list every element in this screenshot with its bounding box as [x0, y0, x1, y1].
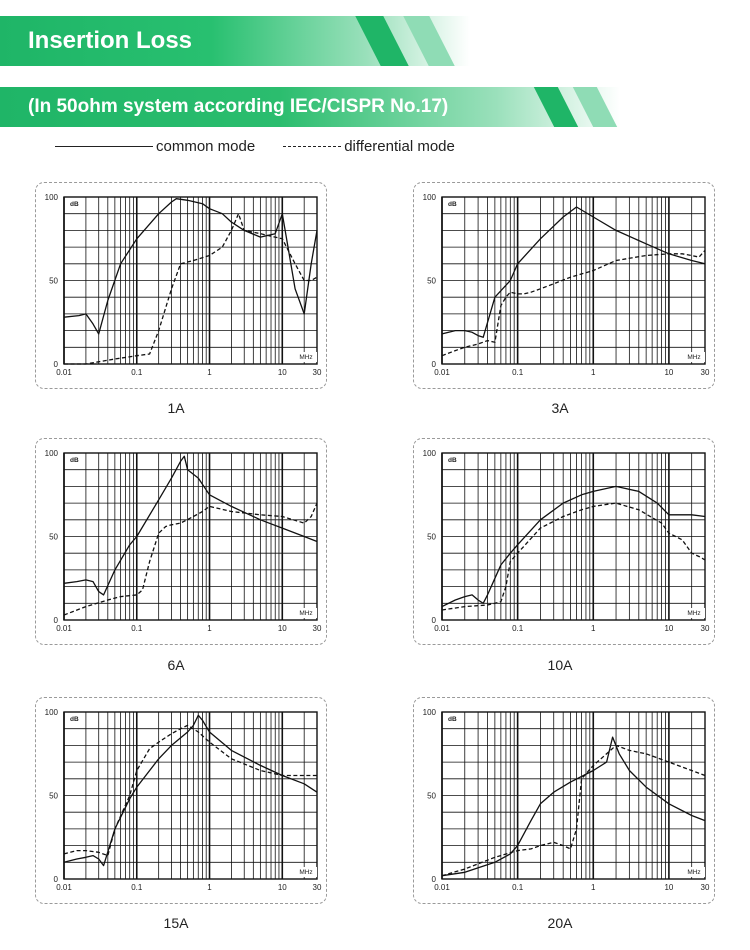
- chart-panel-15a: [35, 697, 327, 904]
- x-tick-label: 0.01: [56, 624, 72, 633]
- x-tick-label: 0.1: [131, 368, 143, 377]
- chart-panel-6a: [35, 438, 327, 645]
- x-tick-label: 1: [207, 883, 212, 892]
- y-tick-label: 50: [49, 532, 58, 542]
- chart-10a: [414, 439, 714, 644]
- chart-3a: [414, 183, 714, 388]
- chart-caption-20a: 20A: [547, 915, 573, 931]
- grid: [442, 453, 705, 620]
- page-subtitle: (In 50ohm system according IEC/CISPR No.17): [28, 96, 449, 117]
- x-tick-label: 0.01: [56, 883, 72, 892]
- y-tick-label: 50: [49, 791, 58, 801]
- y-tick-label: 100: [44, 193, 58, 202]
- y-tick-label: 50: [427, 532, 436, 542]
- x-tick-label: 0.1: [131, 624, 143, 633]
- y-tick-label: 50: [427, 791, 436, 801]
- chart-caption-15a: 15A: [163, 915, 189, 931]
- chart-15a: [36, 698, 326, 903]
- x-tick-label: 10: [664, 883, 674, 892]
- y-axis-unit-label: dB: [70, 201, 79, 208]
- chart-20a: [414, 698, 714, 903]
- chart-caption-10a: 10A: [547, 657, 573, 673]
- chart-caption-6a: 6A: [167, 657, 185, 673]
- chart-panel-10a: [413, 438, 715, 645]
- x-tick-label: 1: [591, 883, 596, 892]
- x-tick-label: 10: [664, 368, 674, 377]
- y-tick-label: 50: [49, 276, 58, 286]
- x-tick-label: 0.01: [434, 624, 450, 633]
- y-axis-unit-label: dB: [448, 201, 457, 208]
- x-tick-label: 30: [312, 624, 322, 633]
- y-tick-label: 100: [422, 193, 436, 202]
- x-tick-label: 0.1: [512, 883, 524, 892]
- x-tick-label: 10: [277, 368, 287, 377]
- legend-dashed-line-swatch: [283, 146, 341, 147]
- y-tick-label: 50: [427, 276, 436, 286]
- legend-solid-line-swatch: [55, 146, 153, 147]
- legend-common-mode: common mode: [156, 138, 256, 155]
- legend: [55, 138, 455, 155]
- y-tick-label: 0: [53, 616, 58, 625]
- x-tick-label: 30: [312, 368, 322, 377]
- x-tick-label: 0.1: [512, 624, 524, 633]
- grid: [64, 453, 317, 620]
- y-tick-label: 100: [422, 449, 436, 458]
- y-tick-label: 100: [44, 449, 58, 458]
- chart-caption-3a: 3A: [551, 400, 569, 416]
- x-tick-label: 1: [591, 624, 596, 633]
- y-axis-unit-label: dB: [70, 716, 79, 723]
- y-tick-label: 0: [53, 360, 58, 369]
- grid: [64, 712, 317, 879]
- x-tick-label: 10: [664, 624, 674, 633]
- x-axis-unit-label: MHz: [299, 354, 313, 361]
- x-tick-label: 0.1: [512, 368, 524, 377]
- chart-caption-1a: 1A: [167, 400, 185, 416]
- y-tick-label: 100: [422, 708, 436, 717]
- x-tick-label: 1: [207, 624, 212, 633]
- x-tick-label: 0.01: [434, 368, 450, 377]
- chart-6a: [36, 439, 326, 644]
- x-tick-label: 30: [700, 624, 710, 633]
- x-tick-label: 0.01: [434, 883, 450, 892]
- y-axis-unit-label: dB: [448, 716, 457, 723]
- x-axis-unit-label: MHz: [299, 869, 313, 876]
- chart-panel-1a: [35, 182, 327, 389]
- page-title: Insertion Loss: [28, 27, 193, 54]
- x-axis-unit-label: MHz: [687, 354, 701, 361]
- x-tick-label: 10: [277, 624, 287, 633]
- x-tick-label: 0.01: [56, 368, 72, 377]
- x-axis-unit-label: MHz: [687, 610, 701, 617]
- x-axis-unit-label: MHz: [299, 610, 313, 617]
- y-tick-label: 0: [431, 360, 436, 369]
- y-axis-unit-label: dB: [448, 457, 457, 464]
- x-tick-label: 1: [591, 368, 596, 377]
- grid: [442, 712, 705, 879]
- y-tick-label: 0: [53, 875, 58, 884]
- x-axis-unit-label: MHz: [687, 869, 701, 876]
- x-tick-label: 30: [700, 883, 710, 892]
- grid: [442, 197, 705, 364]
- chart-panel-3a: [413, 182, 715, 389]
- x-tick-label: 1: [207, 368, 212, 377]
- x-tick-label: 0.1: [131, 883, 143, 892]
- chart-1a: [36, 183, 326, 388]
- x-tick-label: 30: [700, 368, 710, 377]
- subtitle-banner: [0, 87, 620, 127]
- y-tick-label: 0: [431, 616, 436, 625]
- y-tick-label: 0: [431, 875, 436, 884]
- y-tick-label: 100: [44, 708, 58, 717]
- legend-differential-mode: differential mode: [344, 138, 455, 155]
- y-axis-unit-label: dB: [70, 457, 79, 464]
- x-tick-label: 10: [277, 883, 287, 892]
- chart-panel-20a: [413, 697, 715, 904]
- x-tick-label: 30: [312, 883, 322, 892]
